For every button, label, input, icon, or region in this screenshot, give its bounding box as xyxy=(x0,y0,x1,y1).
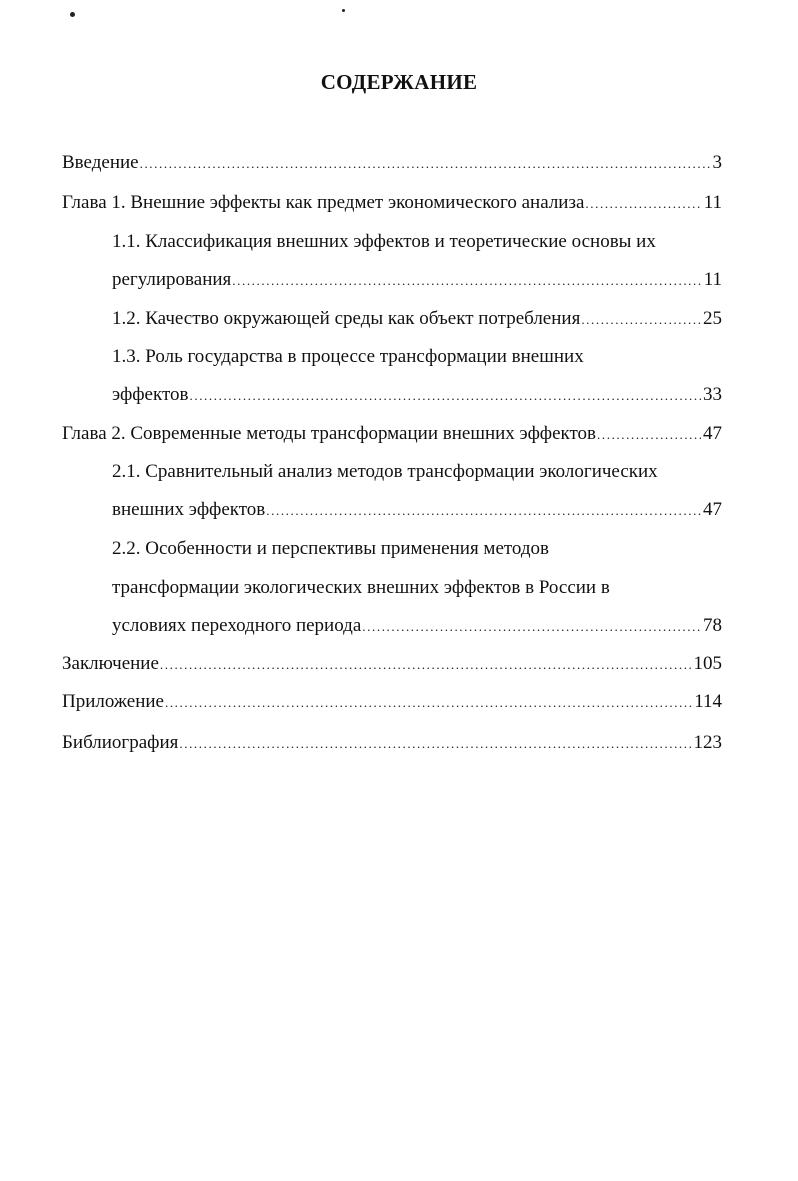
toc-entry-label: Введение xyxy=(62,152,139,173)
toc-page-number: 25 xyxy=(703,308,722,329)
toc-entry-label: Глава 1. Внешние эффекты как предмет экономического анализа xyxy=(62,192,585,213)
toc-leader-dots xyxy=(266,499,701,523)
toc-entry-appendix[interactable] xyxy=(62,690,722,715)
toc-leader-dots xyxy=(165,691,692,715)
toc-entry-section-2-2[interactable] xyxy=(112,614,722,639)
toc-page-number: 105 xyxy=(693,653,722,674)
toc-page-number: 78 xyxy=(703,615,722,636)
toc-entry-section-1-2[interactable] xyxy=(112,307,722,332)
toc-page-number: 3 xyxy=(712,152,722,173)
toc-leader-dots xyxy=(581,308,701,332)
toc-entry-label: 1.2. Качество окружающей среды как объект потребления xyxy=(112,308,581,329)
toc-entry-label: внешних эффектов xyxy=(112,499,266,520)
toc-entry-bibliography[interactable] xyxy=(62,731,722,756)
toc-leader-dots xyxy=(597,423,701,447)
toc-entry-section-2-1[interactable] xyxy=(112,498,722,523)
toc-page-number: 33 xyxy=(703,384,722,405)
toc-entry-section-1-1[interactable] xyxy=(112,268,722,293)
toc-leader-dots xyxy=(160,653,692,677)
toc-entry-chapter-1[interactable] xyxy=(62,191,722,216)
toc-entry-label: Приложение xyxy=(62,691,164,712)
toc-entry-intro[interactable] xyxy=(62,151,722,176)
toc-entry-section-2-1-line1[interactable]: 2.1. Сравнительный анализ методов трансформации экологических xyxy=(112,461,658,482)
toc-entry-label: Глава 2. Современные методы трансформации внешних эффектов xyxy=(62,423,597,444)
toc-page-number: 47 xyxy=(703,499,722,520)
toc-entry-label: условиях переходного периода xyxy=(112,615,362,636)
toc-entry-section-2-2-line1[interactable]: 2.2. Особенности и перспективы применения методов xyxy=(112,538,550,559)
page-title: СОДЕРЖАНИЕ xyxy=(320,70,478,94)
toc-entry-section-1-3[interactable] xyxy=(112,383,722,408)
toc-entry-label: эффектов xyxy=(112,384,189,405)
toc-page-number: 47 xyxy=(703,423,722,444)
toc-entry-chapter-2[interactable] xyxy=(62,422,722,447)
toc-entry-section-1-1-line1[interactable]: 1.1. Классификация внешних эффектов и теоретические основы их xyxy=(112,231,656,252)
toc-leader-dots xyxy=(179,732,691,756)
toc-entry-section-2-2-line2[interactable]: трансформации экологических внешних эффектов в России в xyxy=(112,577,610,598)
toc-page-number: 11 xyxy=(703,192,722,213)
toc-entry-label: Заключение xyxy=(62,653,159,674)
toc-leader-dots xyxy=(140,152,711,176)
toc-page-number: 123 xyxy=(693,732,722,753)
toc-entry-label: регулирования xyxy=(112,269,232,290)
toc-entry-conclusion[interactable] xyxy=(62,652,722,677)
toc-entry-label: Библиография xyxy=(62,732,179,753)
toc-leader-dots xyxy=(190,384,702,408)
toc-entry-section-1-3-line1[interactable]: 1.3. Роль государства в процессе трансформации внешних xyxy=(112,346,584,367)
toc-page-number: 114 xyxy=(694,691,722,712)
toc-leader-dots xyxy=(232,269,701,293)
toc-page-number: 11 xyxy=(703,269,722,290)
toc-leader-dots xyxy=(362,615,701,639)
toc-leader-dots xyxy=(585,192,701,216)
